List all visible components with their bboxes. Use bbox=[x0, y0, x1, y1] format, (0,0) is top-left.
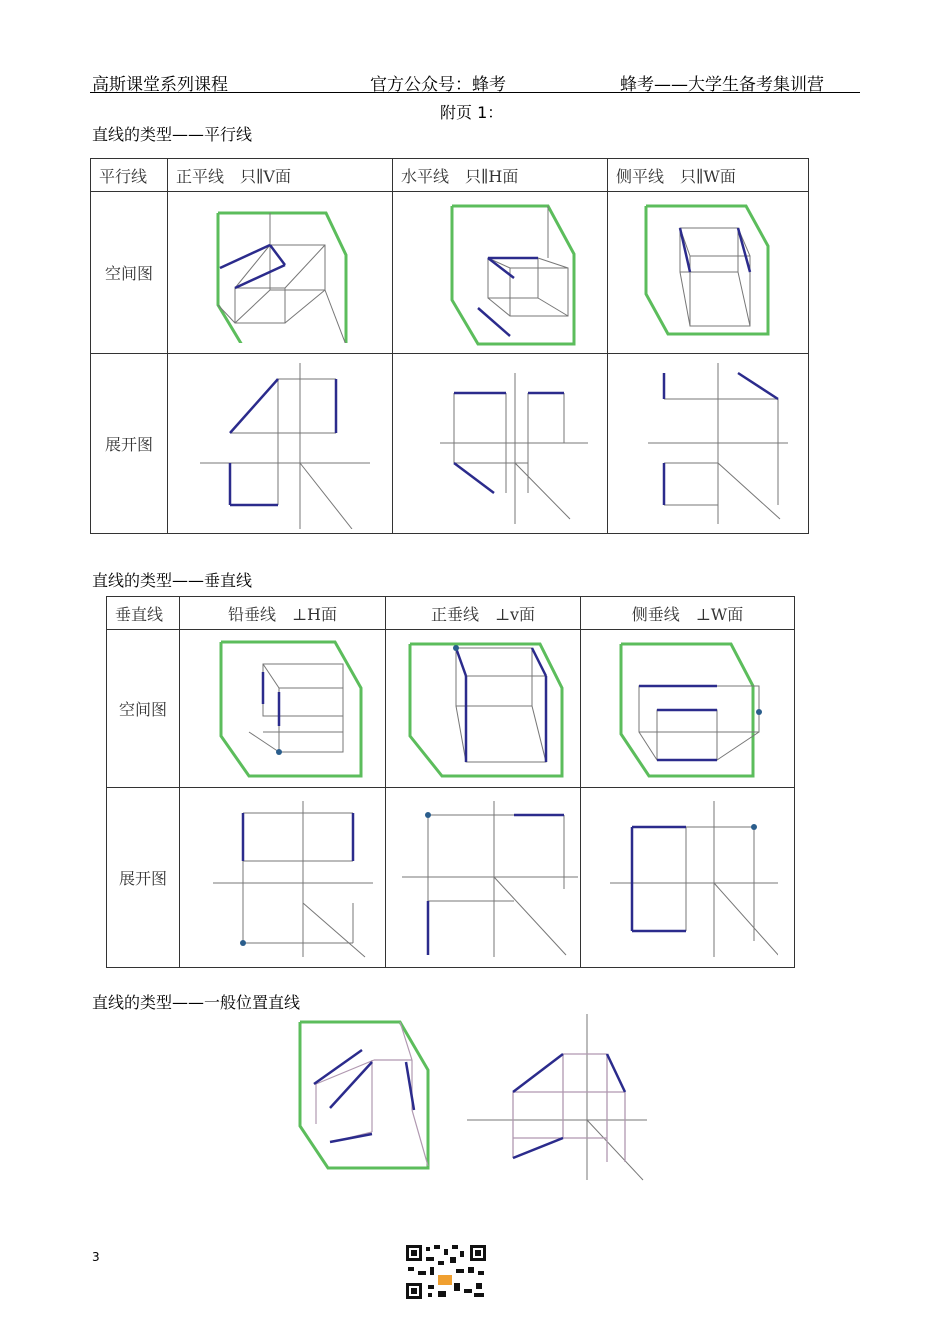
perpendicular-table bbox=[106, 596, 795, 968]
space-diagram-horizontal bbox=[393, 192, 608, 354]
page-number: 3 bbox=[92, 1250, 100, 1264]
perp-space-vertical bbox=[180, 630, 386, 788]
space-diagram-frontal bbox=[168, 192, 393, 354]
perp-unfold-profile bbox=[581, 788, 795, 968]
header-center: 官方公众号：蜂考 bbox=[370, 75, 506, 95]
unfold-diagram-horizontal bbox=[393, 354, 608, 534]
col-header-profile-perp: 侧垂线 ⊥W面 bbox=[581, 597, 795, 630]
row-label-unfold: 展开图 bbox=[91, 354, 168, 534]
appendix-label: 附页 1： bbox=[440, 103, 504, 122]
section-title-general: 直线的类型——一般位置直线 bbox=[92, 993, 301, 1012]
parallel-table bbox=[90, 158, 809, 534]
col-header-profile: 侧平线 只∥W面 bbox=[608, 159, 809, 192]
perp-space-profile bbox=[581, 630, 795, 788]
col-header-horizontal: 水平线 只∥H面 bbox=[393, 159, 608, 192]
parallel-corner: 平行线 bbox=[91, 159, 168, 192]
col-header-frontal: 正平线 只∥V面 bbox=[168, 159, 393, 192]
section-title-perpendicular: 直线的类型——垂直线 bbox=[92, 571, 253, 590]
perp-row-label-unfold: 展开图 bbox=[107, 788, 180, 968]
general-unfold-diagram bbox=[465, 1012, 650, 1182]
section-title-parallel: 直线的类型——平行线 bbox=[92, 125, 253, 144]
perp-unfold-frontal bbox=[386, 788, 581, 968]
perp-row-label-space: 空间图 bbox=[107, 630, 180, 788]
header-left: 高斯课堂系列课程 bbox=[92, 75, 228, 95]
general-space-diagram bbox=[296, 1018, 436, 1172]
header-right: 蜂考——大学生备考集训营 bbox=[620, 75, 824, 95]
col-header-frontal-perp: 正垂线 ⊥v面 bbox=[386, 597, 581, 630]
perp-space-frontal bbox=[386, 630, 581, 788]
col-header-vertical: 铅垂线 ⊥H面 bbox=[180, 597, 386, 630]
unfold-diagram-frontal bbox=[168, 354, 393, 534]
qr-code-icon bbox=[404, 1243, 488, 1301]
perp-unfold-vertical bbox=[180, 788, 386, 968]
space-diagram-profile bbox=[608, 192, 809, 354]
unfold-diagram-profile bbox=[608, 354, 809, 534]
header-rule bbox=[90, 92, 860, 93]
row-label-space: 空间图 bbox=[91, 192, 168, 354]
perp-corner: 垂直线 bbox=[107, 597, 180, 630]
